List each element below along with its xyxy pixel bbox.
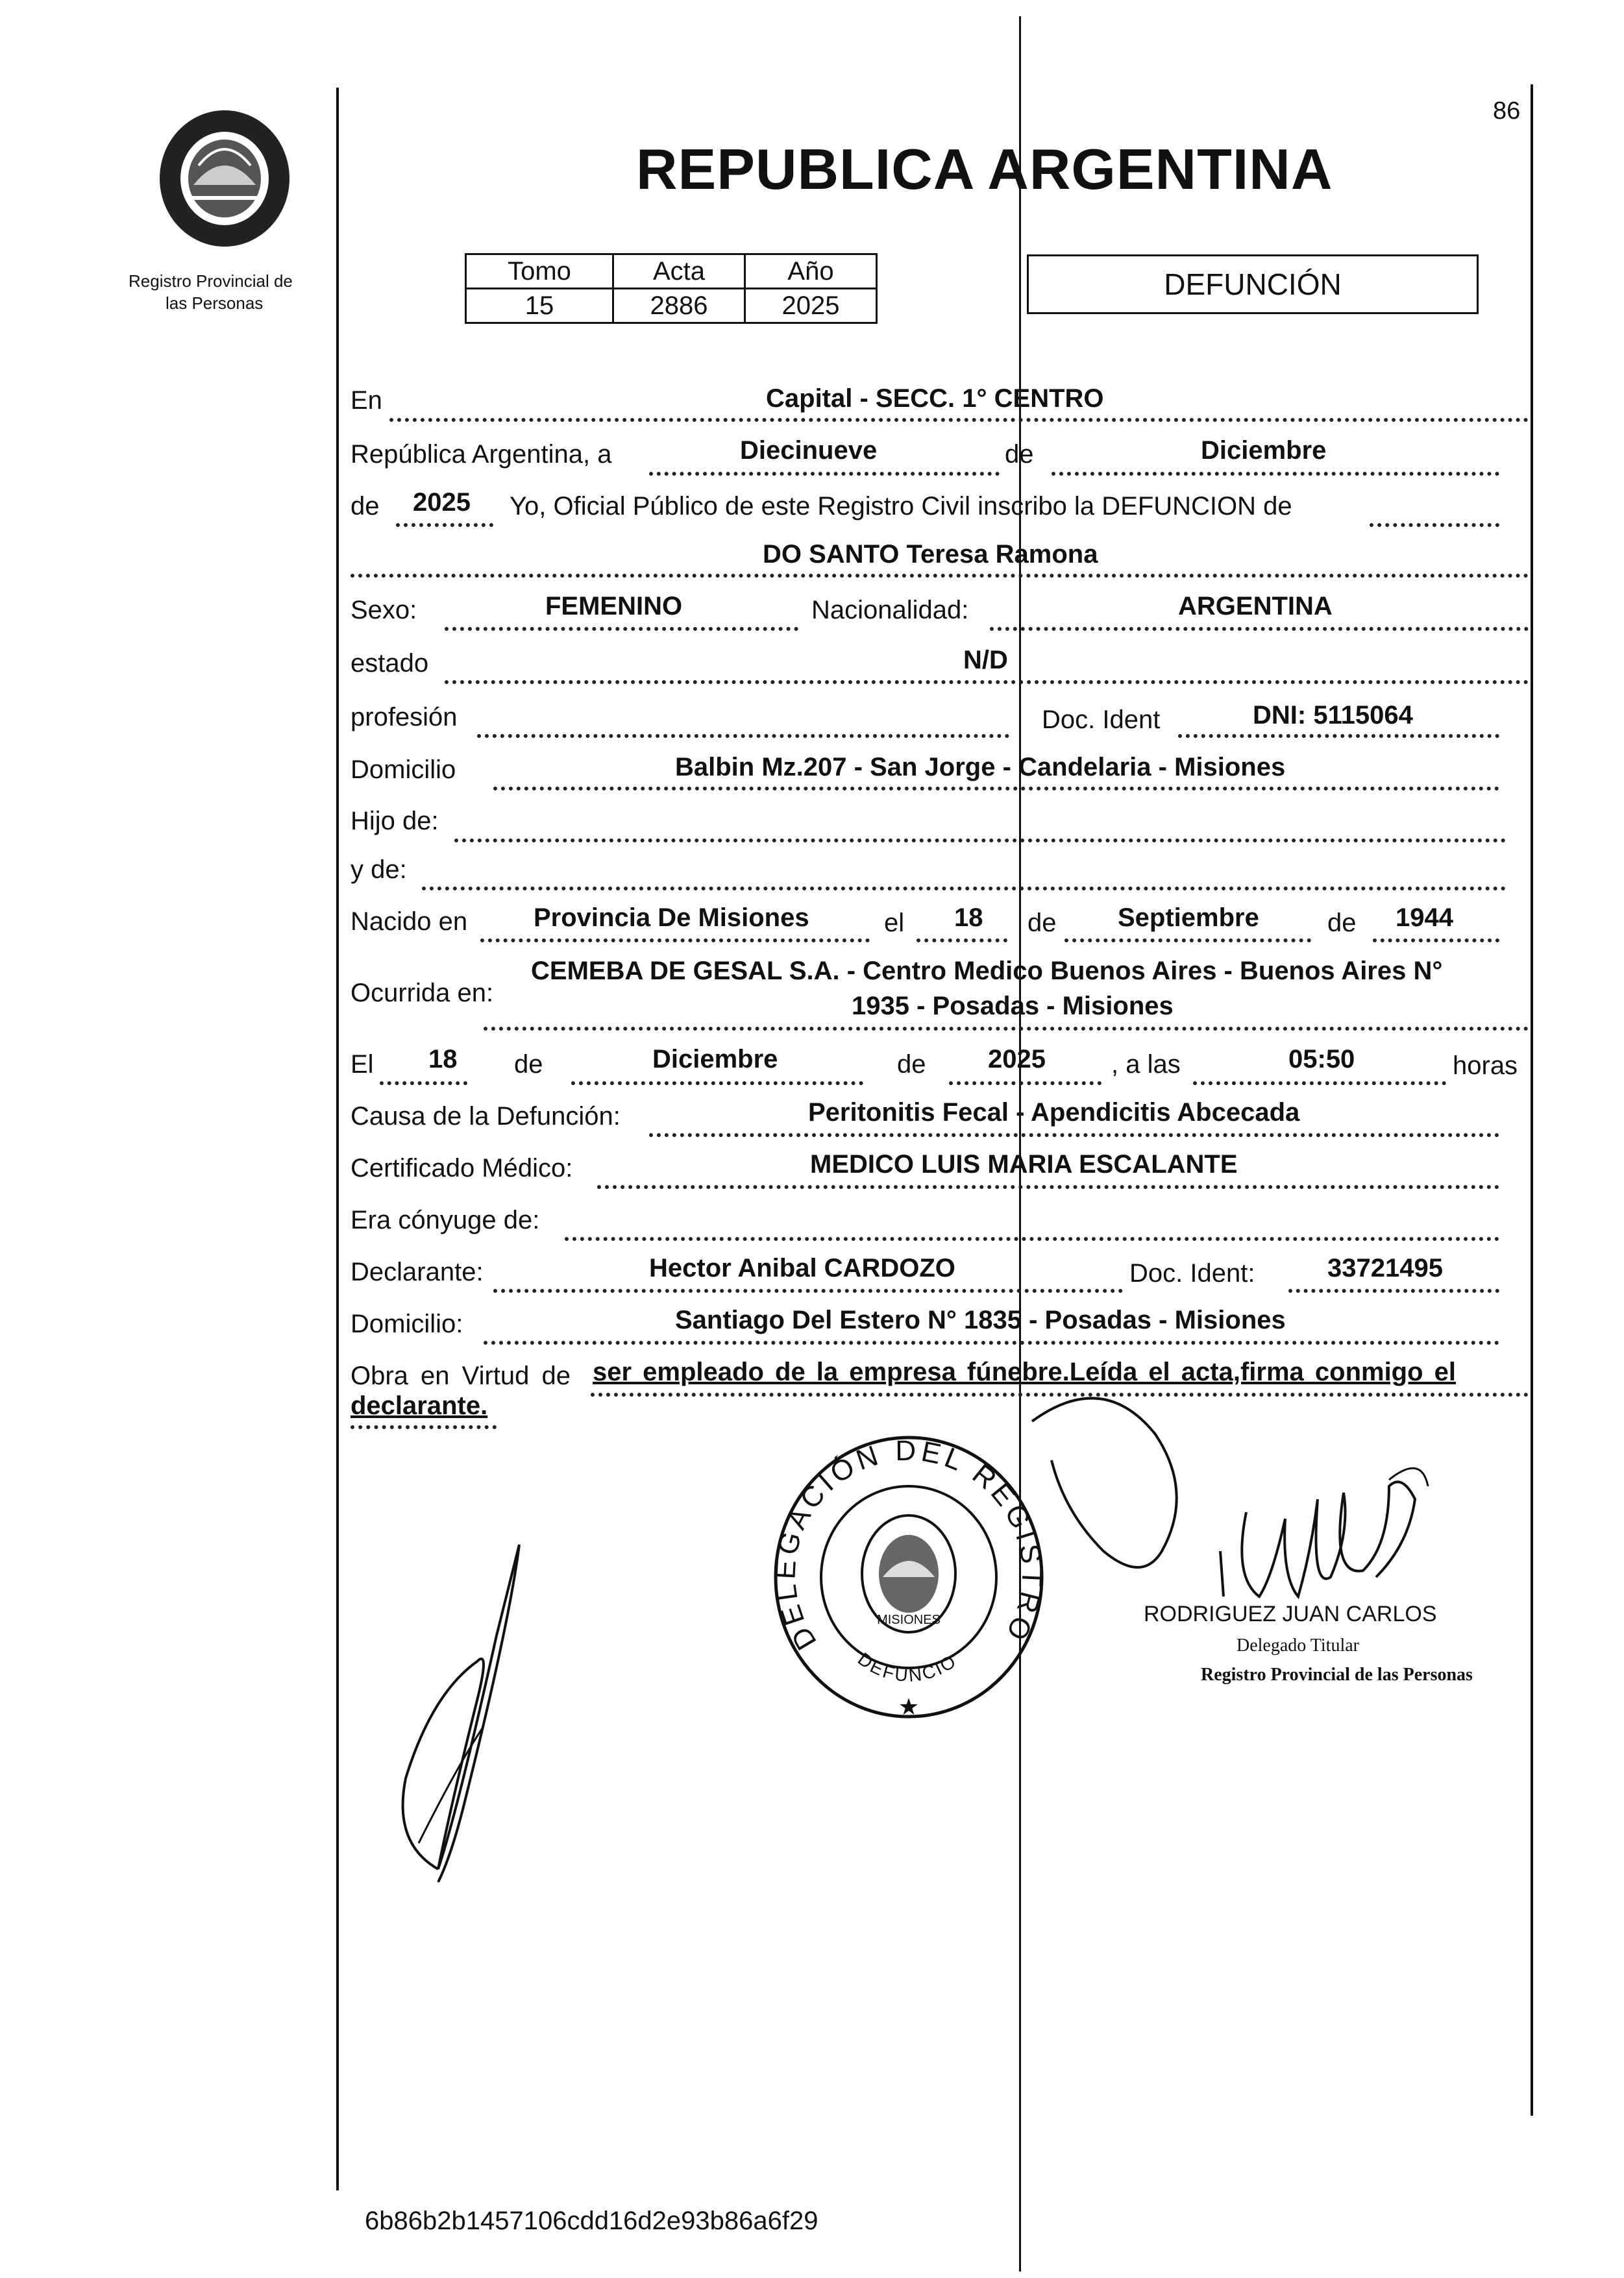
birth-month-dots [1064,938,1311,942]
death-de1-label: de [514,1050,543,1079]
registry-logo [153,107,296,253]
fold-line [1019,16,1021,2272]
year-dots [396,523,493,527]
yde-label: y de: [351,855,407,884]
doc-ident2-label: Doc. Ident: [1129,1259,1255,1288]
alas-label: , a las [1111,1050,1181,1079]
right-margin-rule [1531,84,1533,2116]
estado-dots [445,680,1529,684]
registry-caption-2: las Personas [166,293,264,313]
seal-inner-text: DEFUNCIO [854,1648,961,1686]
year-value: 2025 [413,488,471,517]
nacionalidad-dots [990,627,1529,631]
sexo-value: FEMENINO [545,592,683,620]
officer-role: Delegado Titular [1236,1635,1359,1656]
birth-de1-label: de [1027,909,1057,937]
death-time-dots [1193,1081,1446,1085]
domicilio2-dots [484,1341,1499,1345]
sexo-label: Sexo: [351,596,417,624]
declarante-dots [493,1289,1123,1293]
value-acta: 2886 [613,289,745,323]
causa-dots [649,1133,1499,1137]
birth-day-dots [917,938,1007,942]
horas-label: horas [1453,1051,1518,1080]
seal-outer-text: DELEGACIÓN DEL REGISTRO [769,1434,1048,1656]
seal-center-text: MISIONES [877,1613,941,1627]
domicilio-value: Balbin Mz.207 - San Jorge - Candelaria - Misiones [675,753,1286,781]
record-table-header-row [466,254,877,289]
certificado-label: Certificado Médico: [351,1154,573,1182]
registry-caption-1: Registro Provincial de [129,271,293,291]
official-seal [766,1428,1052,1726]
obra-label: Obra en Virtud de [351,1362,571,1390]
oficial-text: Yo, Oficial Público de este Registro Civil inscribo la DEFUNCION de [510,492,1292,521]
en-dots [389,418,1529,422]
birth-day: 18 [954,903,983,932]
death-day: 18 [428,1045,458,1073]
conyuge-label: Era cónyuge de: [351,1206,540,1234]
death-month: Diciembre [652,1045,778,1073]
footer-hash: 6b86b2b1457106cdd16d2e93b86a6f29 [365,2207,818,2235]
officer-name: RODRIGUEZ JUAN CARLOS [1144,1602,1437,1626]
month-dots [1052,472,1499,476]
conyuge-dots [565,1237,1499,1241]
ocurrida-label: Ocurrida en: [351,979,494,1007]
causa-label: Causa de la Defunción: [351,1102,621,1131]
declarante-value: Hector Anibal CARDOZO [649,1254,955,1282]
en-label: En [351,386,382,415]
doc-ident2-dots [1288,1289,1499,1293]
el2-label: El [351,1050,374,1079]
ocurrida-line2: 1935 - Posadas - Misiones [852,992,1174,1020]
day-dots [649,472,1000,476]
year-de-label: de [351,492,380,521]
death-year: 2025 [988,1045,1046,1073]
certificado-value: MEDICO LUIS MARIA ESCALANTE [810,1150,1238,1179]
header-acta: Acta [613,254,745,289]
hijo-dots [454,839,1506,842]
header-anio: Año [745,254,877,289]
sexo-dots [445,627,798,631]
month-de-label: de [1005,440,1034,469]
deceased-name: DO SANTO Teresa Ramona [763,540,1098,569]
nacido-dots [480,938,870,942]
obra-dots-2 [351,1425,497,1429]
declarant-signature-graphic [380,1532,548,1895]
en-value: Capital - SECC. 1° CENTRO [766,384,1104,413]
estado-value: N/D [963,646,1008,674]
nacionalidad-label: Nacionalidad: [811,596,969,624]
page-number: 86 [1493,97,1521,125]
estado-label: estado [351,649,429,678]
officer-office: Registro Provincial de las Personas [1201,1665,1473,1685]
obra-value-2: declarante. [351,1391,488,1420]
seal-star: ★ [898,1693,920,1720]
certificado-dots [597,1185,1499,1189]
nacido-value: Provincia De Misiones [534,903,809,932]
page-title: REPUBLICA ARGENTINA [636,137,1333,201]
obra-value-1: ser empleado de la empresa fúnebre.Leída el acta,firma conmigo el [593,1358,1457,1386]
nacido-label: Nacido en [351,907,468,936]
death-year-dots [949,1081,1101,1085]
profesion-dots [477,734,1009,738]
value-anio: 2025 [745,289,877,323]
seal-graphic [766,1428,1052,1726]
declarante-label: Declarante: [351,1258,484,1286]
domicilio2-label: Domicilio: [351,1310,463,1338]
hijo-label: Hijo de: [351,807,439,835]
record-table-value-row [466,289,877,323]
yde-dots [422,887,1506,890]
value-tomo: 15 [466,289,613,323]
el-label: el [884,909,905,937]
record-table [465,253,878,324]
profesion-label: profesión [351,703,458,731]
birth-de2-label: de [1327,909,1357,937]
month-value: Diciembre [1201,436,1327,465]
birth-month: Septiembre [1118,903,1259,932]
birth-year-dots [1373,938,1499,942]
death-month-dots [571,1081,863,1085]
death-de2-label: de [897,1050,926,1079]
ocurrida-dots [484,1027,1529,1031]
doc-ident-dots [1178,734,1499,738]
domicilio-label: Domicilio [351,755,456,784]
domicilio2-value: Santiago Del Estero N° 1835 - Posadas - Misiones [675,1306,1286,1334]
death-day-dots [380,1081,467,1085]
republica-label: República Argentina, a [351,440,612,469]
header-tomo: Tomo [466,254,613,289]
registry-logo-emblem [153,107,296,253]
doc-ident-value: DNI: 5115064 [1253,701,1413,729]
left-margin-rule [336,88,339,2190]
domicilio-dots [493,787,1499,790]
doc-ident-label: Doc. Ident [1042,705,1161,734]
birth-year: 1944 [1396,903,1453,932]
declarant-signature [380,1532,548,1895]
nacionalidad-value: ARGENTINA [1178,592,1333,620]
oficial-dots [1370,523,1499,527]
name-dots [351,574,1529,578]
death-time: 05:50 [1288,1045,1355,1073]
ocurrida-line1: CEMEBA DE GESAL S.A. - Centro Medico Buenos Aires - Buenos Aires N° [531,957,1443,985]
causa-value: Peritonitis Fecal - Apendicitis Abcecada [808,1098,1300,1127]
doc-ident2-value: 33721495 [1327,1254,1443,1282]
document-type-box: DEFUNCIÓN [1027,254,1479,314]
day-value: Diecinueve [740,436,878,465]
